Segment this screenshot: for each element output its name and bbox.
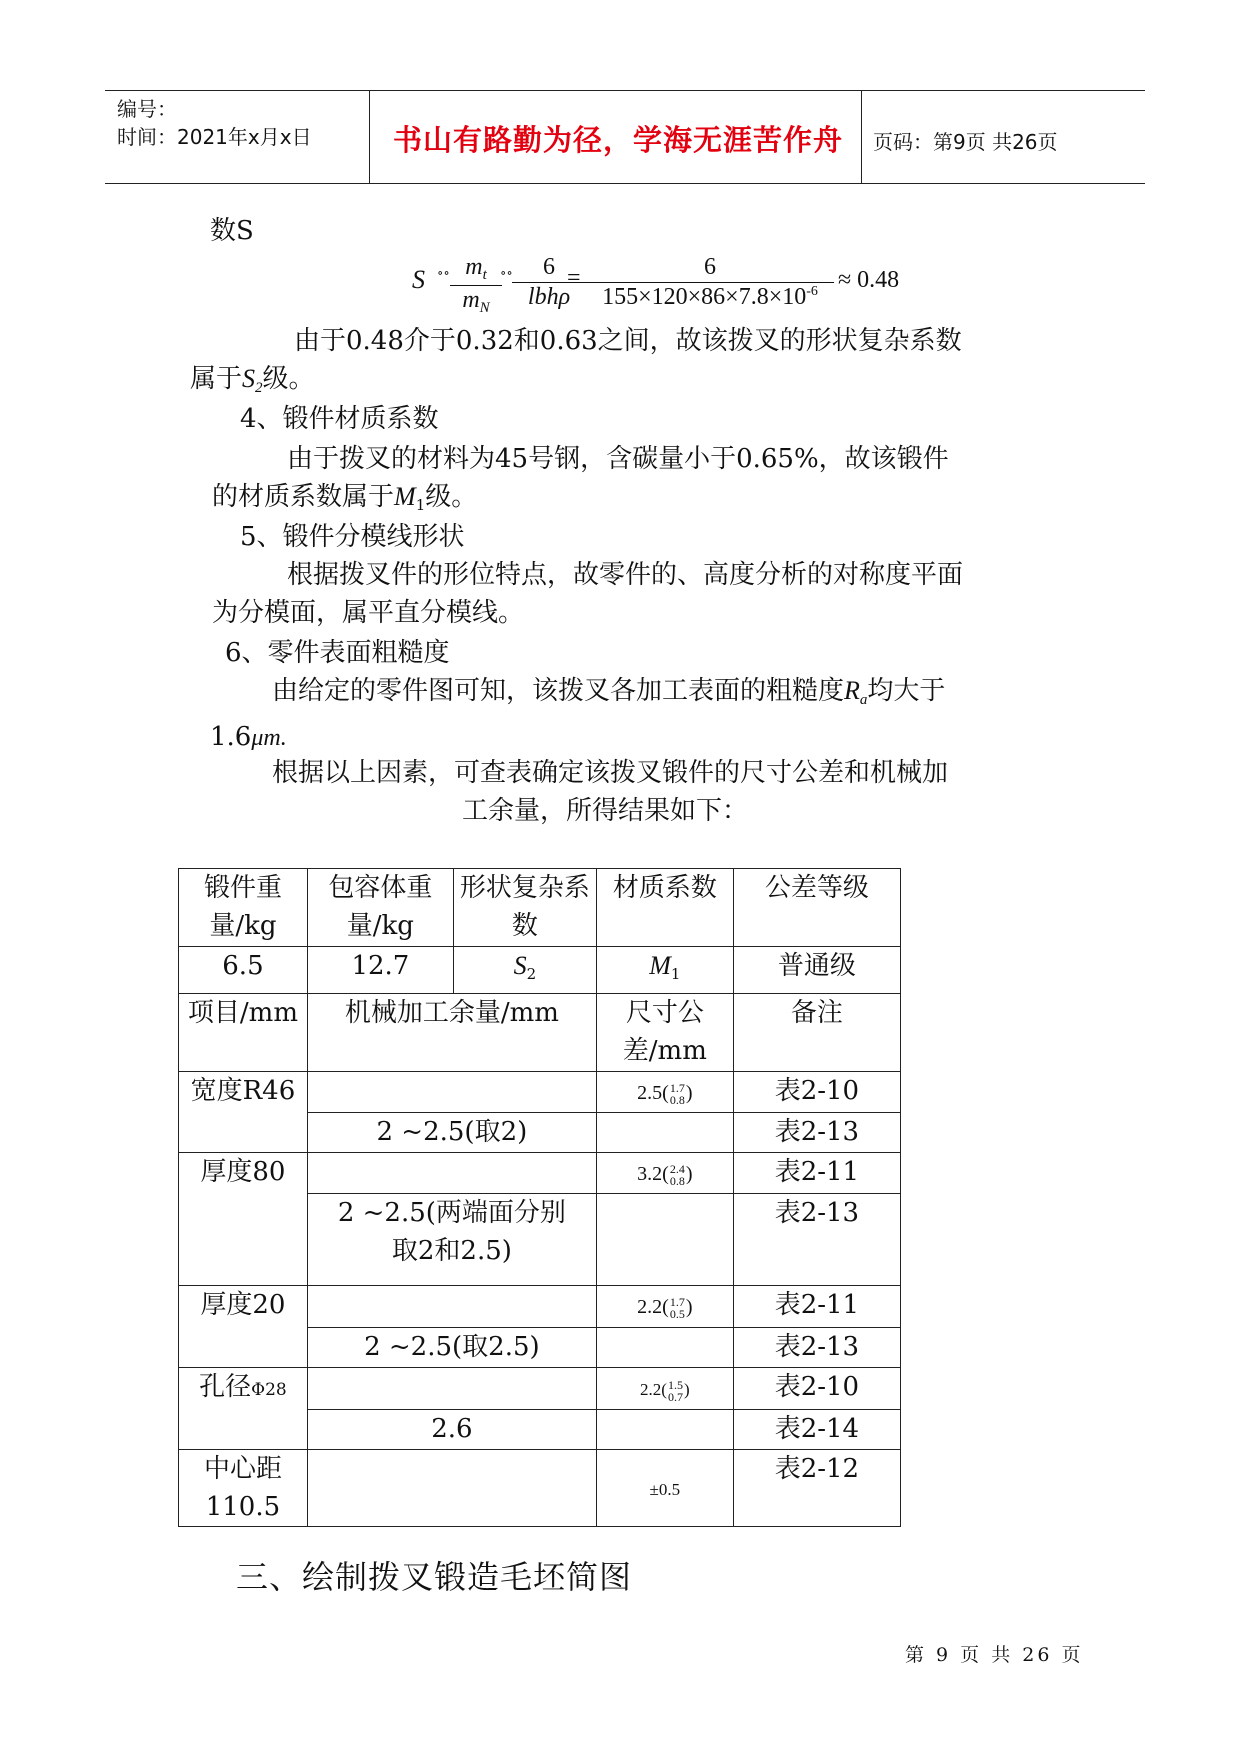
tol-stack [670, 1163, 685, 1187]
cell-note: 表2-10 [733, 1368, 900, 1410]
cell-grade: 普通级 [733, 947, 900, 994]
cell-item-hole [179, 1368, 308, 1450]
cell-item-thick20: 厚度20 [179, 1286, 308, 1368]
cell-mat-sym [596, 947, 733, 994]
th-envelope-weight: 包容体重量/kg [307, 869, 453, 947]
roughness-value: 1.6 [210, 722, 252, 752]
tol-lower: 0.8 [669, 1093, 685, 1108]
allow-line1: 2 ~2.5(两端面分别 [337, 1198, 566, 1228]
cell-empty [596, 1113, 733, 1153]
header-bottom-rule [105, 183, 1145, 184]
formula-result: ≈ 0.48 [838, 267, 900, 293]
cell-empty [596, 1194, 733, 1286]
header-serial-label: 编号： [117, 97, 177, 121]
frac1-num: m [465, 254, 483, 280]
header-page-label: 页码：第9页 共26页 [873, 130, 1058, 154]
para-summary-line1: 根据以上因素，可查表确定该拨叉锻件的尺寸公差和机械加 [272, 758, 949, 788]
shape-sym: S [513, 951, 527, 980]
cell-allow-width: 2 ~2.5(取2) [307, 1113, 596, 1153]
cell-tol-hole [596, 1368, 733, 1410]
hole-dia: Φ28 [251, 1380, 287, 1400]
para-roughness-line1 [272, 672, 945, 719]
tol-base: 2.2( [637, 1296, 669, 1318]
cell-allow-thick20: 2 ~2.5(取2.5) [307, 1328, 596, 1368]
header-divider-right [861, 90, 862, 184]
cell-item-center [179, 1450, 308, 1527]
para-roughness-line2 [210, 718, 287, 757]
table-row [179, 869, 901, 947]
tol-base: 3.2( [637, 1163, 669, 1185]
symbol-m: M [394, 482, 416, 511]
th-allowance: 机械加工余量/mm [307, 994, 596, 1072]
para-parting-line1: 根据拨叉件的形位特点，故零件的、高度分析的对称度平面 [287, 560, 964, 590]
cell-note: 表2-10 [733, 1072, 900, 1113]
frac1-num-sub: t [482, 267, 487, 283]
tol-close: ) [685, 1296, 693, 1318]
th-shape-coef: 形状复杂系数 [453, 869, 596, 947]
mat-sub: 1 [670, 965, 681, 983]
frac3-den-exp: -6 [806, 284, 818, 299]
para-shape-line1: 由于0.48介于0.32和0.63之间，故该拨叉的形状复杂系数 [294, 326, 962, 356]
shape-sub: 2 [526, 965, 537, 983]
table-row [179, 947, 901, 994]
heading-material-coef: 4、锻件材质系数 [240, 404, 439, 434]
cell-empty [307, 1072, 596, 1113]
cell-empty [307, 1153, 596, 1194]
formula-approx-glyph-1: ∘∘ [437, 266, 450, 281]
formula-equals: = [567, 265, 581, 291]
cell-tol-thick80 [596, 1153, 733, 1194]
cell-allow-hole: 2.6 [307, 1410, 596, 1450]
frac3-num: 6 [586, 254, 834, 283]
tol-upper: 1.7 [669, 1295, 685, 1310]
frac2-den: lbhρ [527, 284, 571, 310]
tol-lower: 0.7 [667, 1390, 683, 1405]
cell-tol-width [596, 1072, 733, 1113]
tol-upper: 2.4 [669, 1162, 685, 1177]
symbol-s-sub: 2 [255, 380, 263, 396]
formula-frac-mass [450, 254, 502, 317]
cell-note: 表2-11 [733, 1286, 900, 1328]
cell-empty [307, 1286, 596, 1328]
para-shape-pre: 属于 [190, 364, 243, 394]
cell-note: 表2-13 [733, 1113, 900, 1153]
frac3-den: 155×120×86×7.8×10 [602, 284, 807, 310]
table-row [179, 1153, 901, 1194]
allow-line2: 取2和2.5) [391, 1236, 512, 1266]
frac1-den-sub: N [479, 300, 490, 316]
tol-close: ) [683, 1380, 690, 1399]
table-row [179, 1368, 901, 1410]
cell-item-thick80: 厚度80 [179, 1153, 308, 1286]
para-material-pre: 的材质系数属于 [212, 482, 395, 512]
cell-envelope: 12.7 [307, 947, 453, 994]
formula-lhs: S [412, 265, 425, 294]
coef-s-label: 数S [210, 216, 254, 246]
heading-parting-line: 5、锻件分模线形状 [240, 522, 465, 552]
para-material-post: 级。 [425, 482, 478, 512]
mat-sym: M [649, 951, 671, 980]
cell-note: 表2-13 [733, 1194, 900, 1286]
symbol-s: S [242, 364, 256, 393]
header-motto: 书山有路勤为径，学海无涯苦作舟 [393, 123, 844, 157]
th-item: 项目/mm [179, 994, 308, 1072]
table-row [179, 1286, 901, 1328]
tol-base: 2.2( [640, 1380, 667, 1399]
cell-empty [596, 1328, 733, 1368]
cell-note: 表2-14 [733, 1410, 900, 1450]
tol-upper: 1.5 [667, 1378, 683, 1393]
cell-empty [307, 1368, 596, 1410]
frac1-den: m [462, 287, 480, 313]
cell-note: 表2-12 [733, 1450, 900, 1527]
tol-stack [670, 1296, 685, 1320]
cell-shape-sym [453, 947, 596, 994]
page-footer: 第 9 页 共 26 页 [905, 1644, 1084, 1666]
header-time-label: 时间：2021年x月x日 [117, 125, 312, 149]
tol-close: ) [685, 1082, 693, 1104]
center-line2: 110.5 [205, 1492, 281, 1522]
cell-note: 表2-11 [733, 1153, 900, 1194]
forging-spec-table [178, 868, 901, 1527]
header-divider-left [369, 90, 370, 184]
th-remark: 备注 [733, 994, 900, 1072]
para-material-line1: 由于拨叉的材料为45号钢，含碳量小于0.65%，故该锻件 [287, 444, 949, 474]
roughness-unit: μm. [251, 725, 287, 751]
tol-upper: 1.7 [669, 1081, 685, 1096]
para-shape-post: 级。 [262, 364, 315, 394]
tol-lower: 0.8 [669, 1174, 685, 1189]
th-material-coef: 材质系数 [596, 869, 733, 947]
frac2-num: 6 [512, 254, 586, 283]
para-summary-line2: 工余量，所得结果如下： [462, 796, 749, 826]
tol-center: ±0.5 [649, 1479, 681, 1499]
section-heading-3: 三、绘制拨叉锻造毛坯简图 [236, 1558, 633, 1596]
cell-empty [596, 1410, 733, 1450]
para-parting-line2: 为分模面，属平直分模线。 [212, 598, 525, 628]
th-tolerance-grade: 公差等级 [733, 869, 900, 947]
center-line1: 中心距 [203, 1454, 282, 1484]
tol-lower: 0.5 [669, 1307, 685, 1322]
header-top-rule [105, 90, 1145, 91]
th-dim-tolerance: 尺寸公差/mm [596, 994, 733, 1072]
th-forging-weight: 锻件重量/kg [179, 869, 308, 947]
heading-roughness: 6、零件表面粗糙度 [225, 638, 450, 668]
cell-allow-thick80 [307, 1194, 596, 1286]
symbol-ra: R [844, 676, 860, 705]
table-row [179, 1450, 901, 1527]
cell-tol-thick20 [596, 1286, 733, 1328]
formula-frac-numeric [586, 254, 834, 311]
tol-close: ) [685, 1163, 693, 1185]
hole-label: 孔径 [199, 1372, 252, 1402]
cell-item-width: 宽度R46 [179, 1072, 308, 1153]
symbol-ra-sub: a [859, 692, 868, 708]
table-row [179, 994, 901, 1072]
para-roughness-post: 均大于 [867, 676, 946, 706]
cell-tol-center [596, 1450, 733, 1527]
cell-note: 表2-13 [733, 1328, 900, 1368]
symbol-m-sub: 1 [415, 496, 426, 514]
table-row [179, 1072, 901, 1113]
tol-stack [668, 1379, 683, 1403]
tol-stack [670, 1082, 685, 1106]
cell-empty [307, 1450, 596, 1527]
para-roughness-pre: 由给定的零件图可知，该拨叉各加工表面的粗糙度 [272, 676, 845, 706]
formula-approx-glyph-2: ∘∘ [500, 266, 513, 281]
cell-weight: 6.5 [179, 947, 308, 994]
tol-base: 2.5( [637, 1082, 669, 1104]
